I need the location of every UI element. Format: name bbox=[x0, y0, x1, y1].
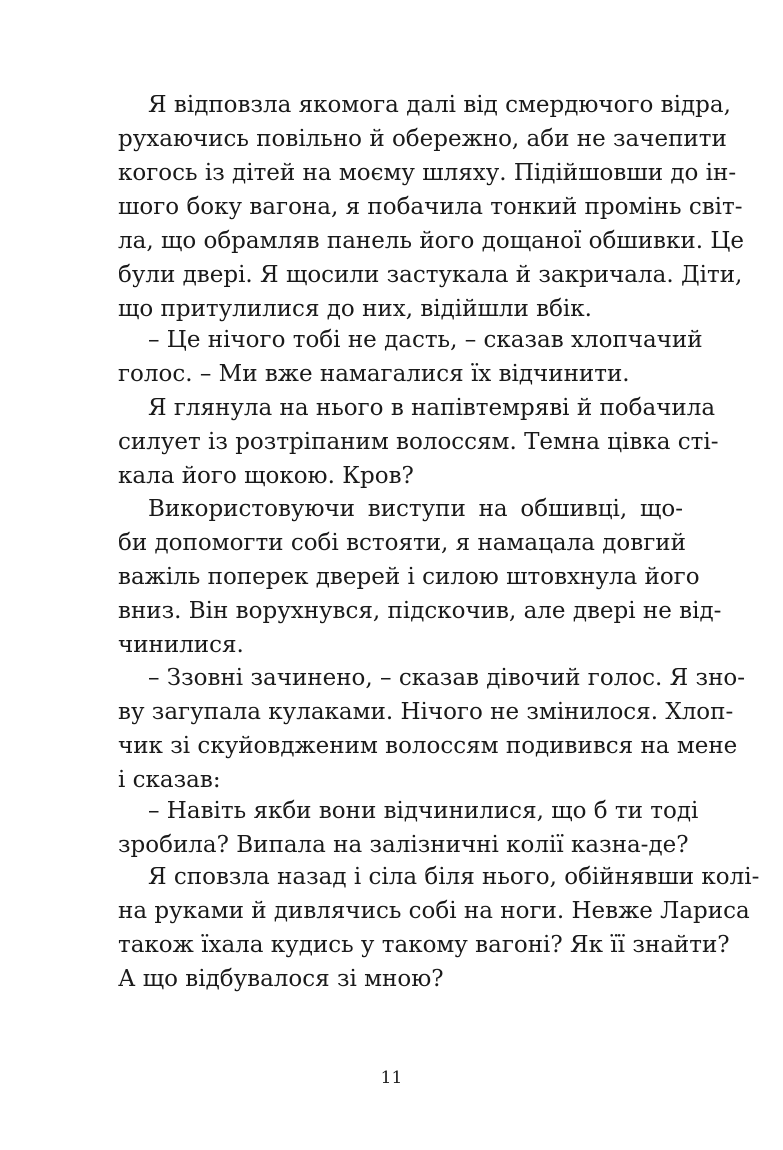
text-line: були двері. Я щосили застукала й закричала. Діти, bbox=[118, 262, 743, 288]
text-line: на руками й дивлячись собі на ноги. Невже Лариса bbox=[118, 898, 750, 924]
text-line: зробила? Випала на залізничні колії казна-де? bbox=[118, 832, 689, 858]
text-line: шого боку вагона, я побачила тонкий промінь світ- bbox=[118, 194, 743, 220]
text-line: і сказав: bbox=[118, 767, 221, 793]
text-line: Я глянула на нього в напівтемряві й побачила bbox=[148, 395, 716, 421]
text-line: когось із дітей на моєму шляху. Підійшовши до ін- bbox=[118, 160, 737, 186]
text-line: Я сповзла назад і сіла біля нього, обійнявши колі- bbox=[148, 864, 760, 890]
text-line: – Ззовні зачинено, – сказав дівочий голос. Я зно- bbox=[148, 665, 746, 691]
text-line: Використовуючи виступи на обшивці, що- bbox=[148, 496, 683, 522]
text-line: чик зі скуйовдженим волоссям подивився на мене bbox=[118, 733, 738, 759]
text-line: А що відбувалося зі мною? bbox=[118, 966, 444, 992]
text-line: голос. – Ми вже намагалися їх відчинити. bbox=[118, 361, 630, 387]
text-line: чинилися. bbox=[118, 632, 244, 658]
page-number: 11 bbox=[380, 1068, 403, 1088]
text-line: силует із розтріпаним волоссям. Темна цівка сті- bbox=[118, 429, 719, 455]
text-line: Я відповзла якомога далі від смердючого відра, bbox=[148, 92, 731, 118]
text-line: – Навіть якби вони відчинилися, що б ти тоді bbox=[148, 798, 699, 824]
text-line: би допомогти собі встояти, я намацала довгий bbox=[118, 530, 686, 556]
text-line: – Це нічого тобі не дасть, – сказав хлопчачий bbox=[148, 327, 703, 353]
text-line: вниз. Він ворухнувся, підскочив, але двері не від- bbox=[118, 598, 722, 624]
text-line: також їхала кудись у такому вагоні? Як її знайти? bbox=[118, 932, 730, 958]
text-line: кала його щокою. Кров? bbox=[118, 463, 414, 489]
text-line: рухаючись повільно й обережно, аби не зачепити bbox=[118, 126, 727, 152]
text-line: що притулилися до них, відійшли вбік. bbox=[118, 296, 592, 322]
text-line: ла, що обрамляв панель його дощаної обшивки. Це bbox=[118, 228, 744, 254]
text-line: ву загупала кулаками. Нічого не змінилося. Хлоп- bbox=[118, 699, 734, 725]
text-line: важіль поперек дверей і силою штовхнула його bbox=[118, 564, 700, 590]
